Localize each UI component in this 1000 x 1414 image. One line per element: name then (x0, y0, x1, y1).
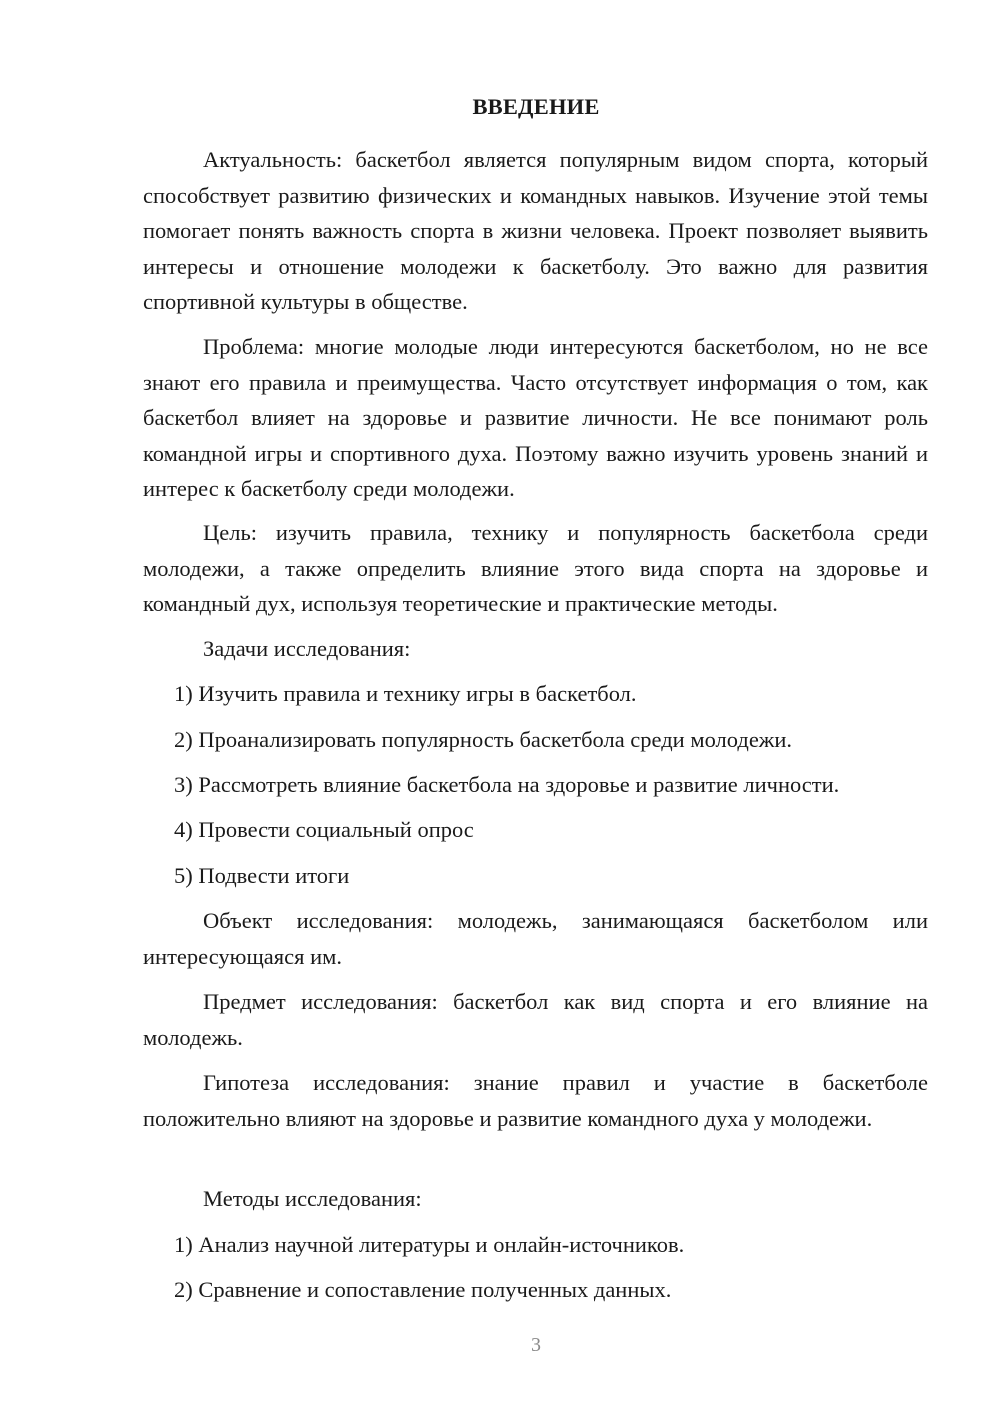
task-item: 3) Рассмотреть влияние баскетбола на здоровье и развитие личности. (174, 772, 840, 797)
page-number: 3 (531, 1334, 541, 1356)
object-paragraph: Объект исследования: молодежь, занимающаяся баскетболом или интересующаяся им. (143, 908, 928, 969)
subject-paragraph: Предмет исследования: баскетбол как вид спорта и его влияние на молодежь. (143, 989, 928, 1050)
section-heading: ВВЕДЕНИЕ (472, 94, 600, 119)
method-item: 1) Анализ научной литературы и онлайн-источников. (174, 1232, 685, 1257)
methods-title: Методы исследования: (203, 1186, 422, 1211)
task-item: 4) Провести социальный опрос (174, 817, 474, 842)
tasks-title: Задачи исследования: (203, 636, 411, 661)
method-item: 2) Сравнение и сопоставление полученных данных. (174, 1277, 672, 1302)
goal-paragraph: Цель: изучить правила, технику и популярность баскетбола среди молодежи, а также определить влияние этого вида спорта на здоровье и командный дух, используя теоретические и практические методы. (143, 520, 928, 616)
task-item: 5) Подвести итоги (174, 863, 350, 888)
task-item: 1) Изучить правила и технику игры в баскетбол. (174, 681, 637, 706)
hypothesis-paragraph: Гипотеза исследования: знание правил и участие в баскетболе положительно влияют на здоровье и развитие командного духа у молодежи. (143, 1070, 928, 1131)
relevance-paragraph: Актуальность: баскетбол является популярным видом спорта, который способствует развитию физических и командных навыков. Изучение этой темы помогает понять важность спорта в жизни человека. Проект позволяет выявить интересы и отношение молодежи к баскетболу. Это важно для развития спортивной культуры в обществе. (143, 147, 928, 314)
task-item: 2) Проанализировать популярность баскетбола среди молодежи. (174, 727, 793, 752)
problem-paragraph: Проблема: многие молодые люди интересуются баскетболом, но не все знают его правила и преимущества. Часто отсутствует информация о том, как баскетбол влияет на здоровье и развитие личности. Не все понимают роль командной игры и спортивного духа. Поэтому важно изучить уровень знаний и интерес к баскетболу среди молодежи. (143, 334, 928, 501)
